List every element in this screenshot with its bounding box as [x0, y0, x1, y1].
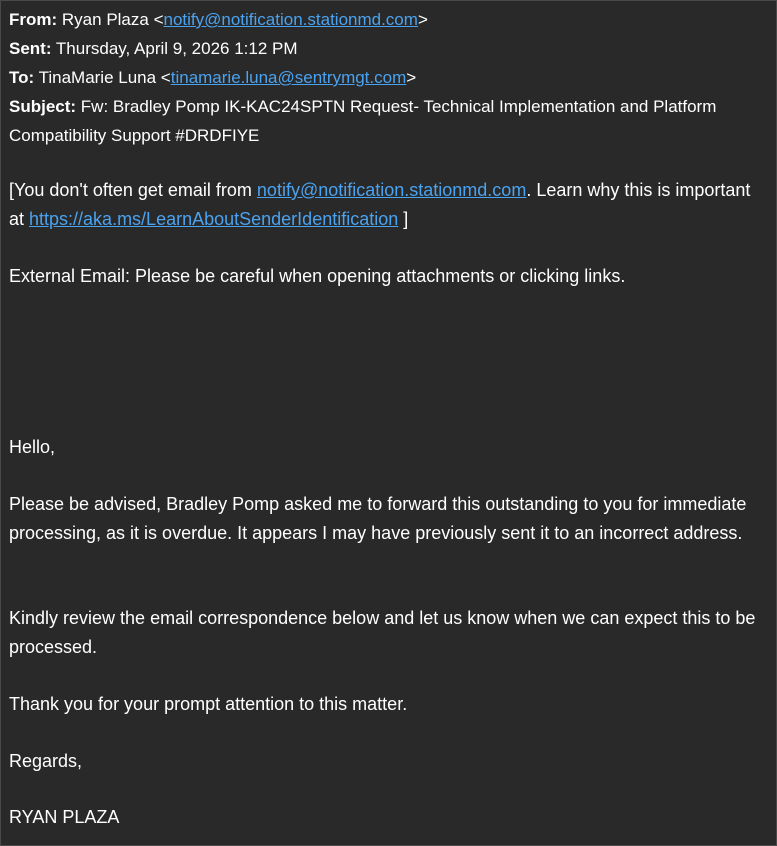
from-close: >: [417, 10, 428, 29]
subject-row: [9, 92, 764, 150]
from-label: From:: [9, 10, 58, 29]
external-warning: [9, 262, 769, 291]
to-name: TinaMarie Luna <: [38, 68, 171, 87]
to-row: [9, 63, 764, 92]
sender-notice: [9, 176, 769, 234]
sent-value: Thursday, April 9, 2026 1:12 PM: [55, 39, 298, 58]
greeting: [9, 433, 769, 462]
sent-row: [9, 34, 764, 63]
paragraph-2-text: Kindly review the email correspondence below and let us know when we can expect this to be processed.: [9, 608, 756, 657]
notice-prefix: [You don't often get email from: [9, 180, 257, 200]
learn-about-sender-link[interactable]: https://aka.ms/LearnAboutSenderIdentification: [29, 209, 399, 229]
notice-sender-link[interactable]: notify@notification.stationmd.com: [256, 180, 527, 200]
notice-middle: . Learn why this is important at: [9, 180, 751, 229]
paragraph-3-text: Thank you for your prompt attention to this matter.: [9, 694, 408, 714]
paragraph-1-text: Please be advised, Bradley Pomp asked me to forward this outstanding to you for immediate processing, as it is overdue. It appears I may have previously sent it to an incorrect address.: [9, 494, 747, 543]
message-paragraph-3: [9, 690, 769, 719]
from-email-link[interactable]: notify@notification.stationmd.com: [163, 10, 418, 29]
greeting-text: Hello,: [9, 437, 56, 457]
email-header: [9, 5, 764, 150]
subject-value: Fw: Bradley Pomp IK-KAC24SPTN Request- Technical Implementation and Platform Compatibility Support #DRDFIYE: [9, 97, 717, 145]
notice-suffix: ]: [398, 209, 409, 229]
message-paragraph-2: [9, 604, 769, 662]
sent-label: Sent:: [9, 39, 52, 58]
subject-label: Subject:: [9, 97, 77, 116]
signature: [9, 803, 769, 832]
from-row: [9, 5, 764, 34]
message-paragraph-1: [9, 490, 769, 548]
closing-text: Regards,: [9, 751, 83, 771]
from-name: Ryan Plaza <: [61, 10, 164, 29]
signature-text: RYAN PLAZA: [9, 807, 120, 827]
to-label: To:: [9, 68, 35, 87]
closing: [9, 747, 769, 776]
to-email-link[interactable]: tinamarie.luna@sentrymgt.com: [170, 68, 407, 87]
to-close: >: [406, 68, 417, 87]
external-warning-text: External Email: Please be careful when opening attachments or clicking links.: [9, 266, 626, 286]
